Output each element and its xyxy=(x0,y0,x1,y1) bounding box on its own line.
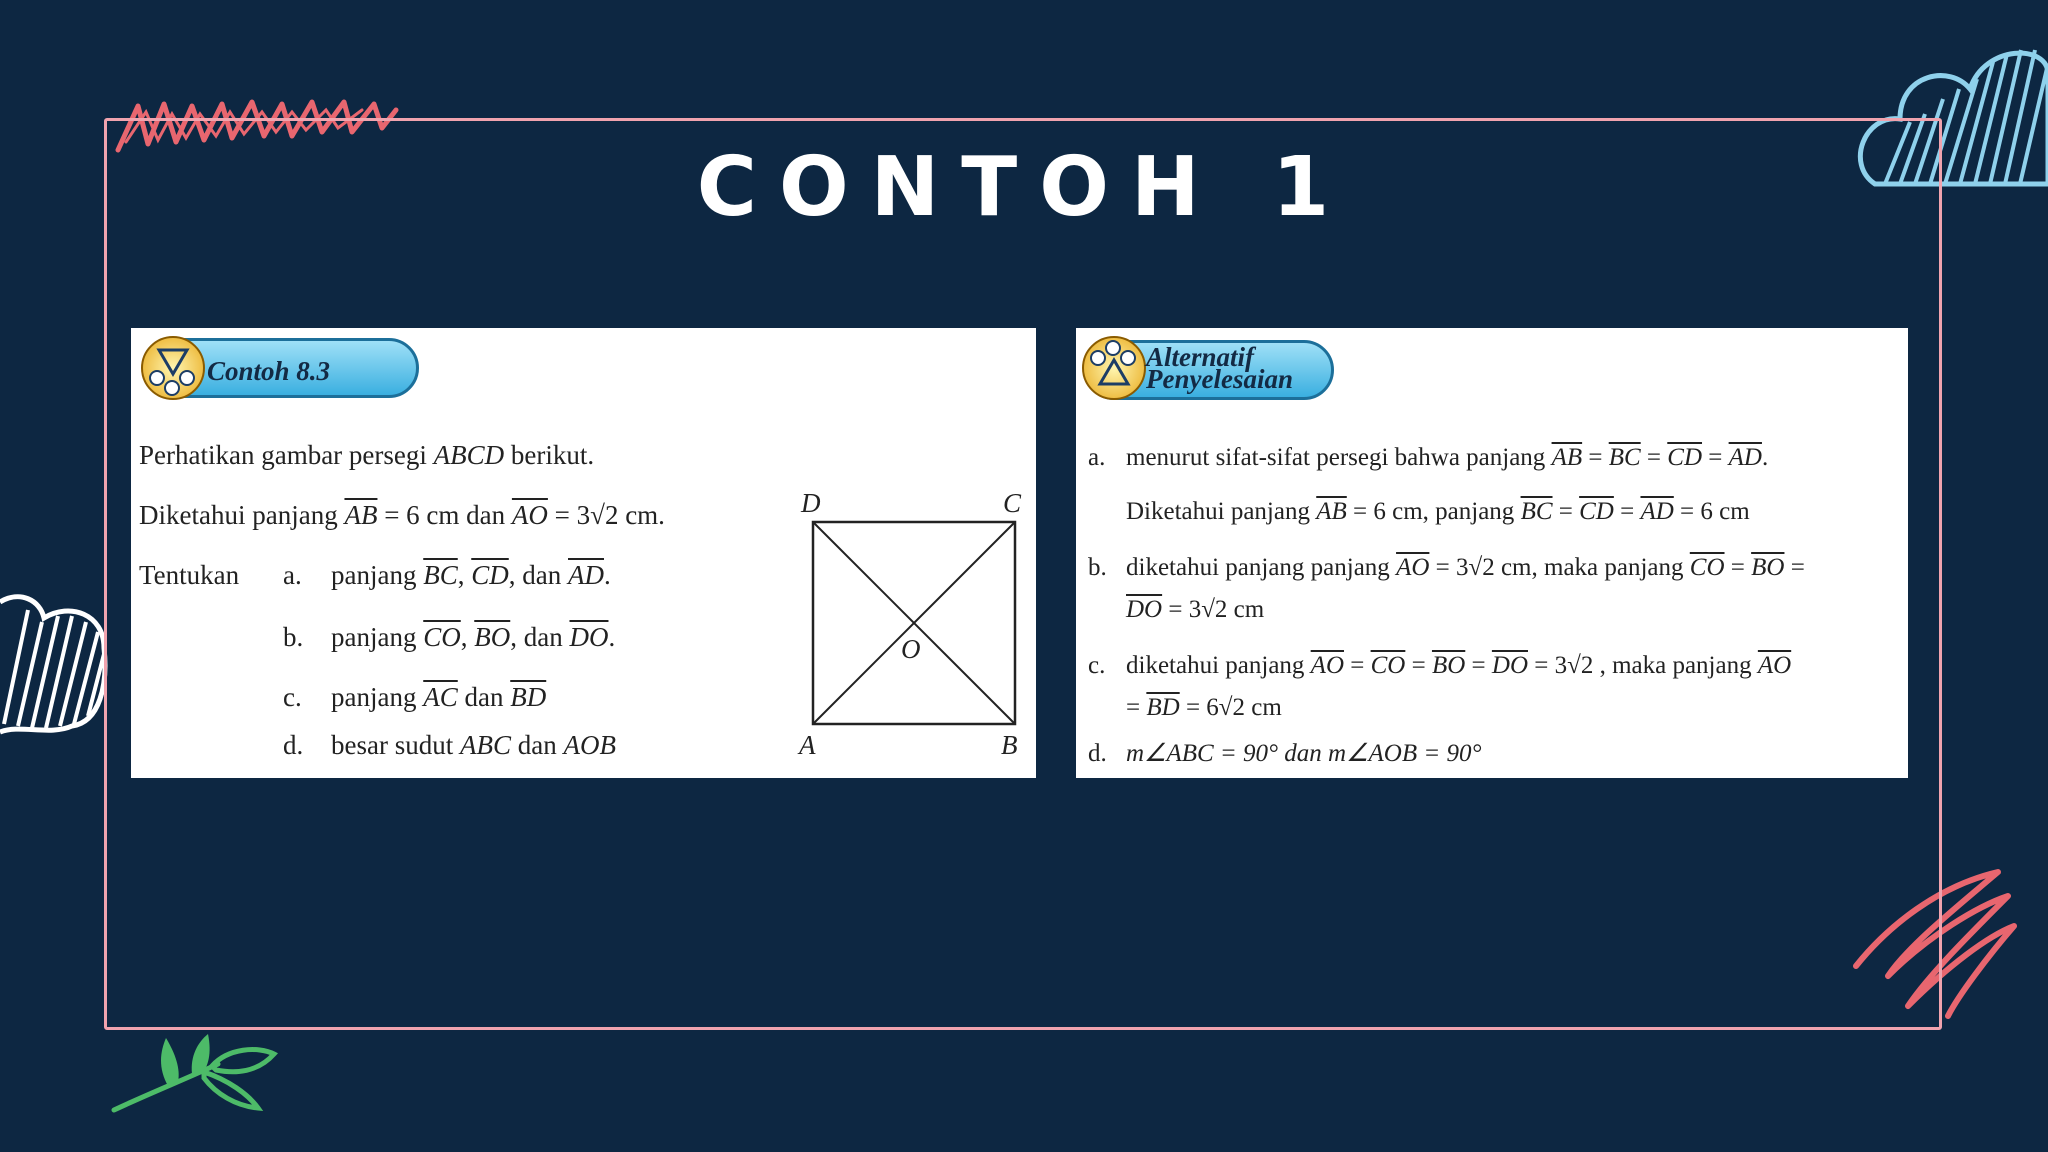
given-text: Diketahui panjang xyxy=(139,500,345,530)
sol-c-text: diketahui panjang xyxy=(1126,652,1311,679)
item-b-sep: , xyxy=(460,622,475,652)
intro-line xyxy=(139,440,594,471)
angle-abc: ABC xyxy=(459,730,511,760)
segment-ao: $\overline{AO}$ xyxy=(511,500,548,530)
segment-bc: $\overline{BC}$ xyxy=(423,560,458,590)
sol-d-text: m∠ABC = 90° dan m∠AOB = 90° xyxy=(1126,740,1482,767)
math-symbols-icon xyxy=(141,336,205,400)
item-b-sep2: , dan xyxy=(510,622,570,652)
solution-c xyxy=(1088,652,1791,680)
center-o-label: O xyxy=(901,634,921,664)
sol-c-bo: $\overline{BO}$ xyxy=(1431,652,1466,679)
sol-c-co: $\overline{CO}$ xyxy=(1370,652,1406,679)
sol-a-bc: $\overline{BC}$ xyxy=(1608,444,1641,471)
solution-a-text: menurut sifat-sifat persegi bahwa panjang xyxy=(1126,444,1552,471)
solution-a xyxy=(1088,444,1768,472)
sol-c-do: $\overline{DO}$ xyxy=(1491,652,1528,679)
problem-panel xyxy=(131,328,1036,778)
solution-c-label: c. xyxy=(1088,652,1106,679)
sol-a2-text: Diketahui panjang xyxy=(1126,498,1317,525)
period: . xyxy=(1761,444,1769,471)
eq: = xyxy=(1344,652,1371,679)
sol-c-ao: $\overline{AO}$ xyxy=(1310,652,1344,679)
sol-c2-bd: $\overline{BD}$ xyxy=(1146,694,1180,721)
eq: = xyxy=(1724,554,1752,581)
segment-cd: $\overline{CD}$ xyxy=(471,560,509,590)
sol-a2-ad: $\overline{AD}$ xyxy=(1640,498,1674,525)
segment-ac: $\overline{AC}$ xyxy=(423,682,458,712)
vertex-b-label: B xyxy=(1001,730,1018,760)
item-c-label: c. xyxy=(283,682,302,712)
solution-b-label: b. xyxy=(1088,554,1107,581)
intro-square-name: ABCD xyxy=(433,440,505,470)
item-b-end: . xyxy=(608,622,616,652)
segment-bd: $\overline{BD}$ xyxy=(510,682,547,712)
item-a xyxy=(283,560,611,591)
item-a-sep2: , dan xyxy=(508,560,568,590)
vertex-d-label: D xyxy=(801,488,821,518)
math-symbols-icon-2 xyxy=(1082,336,1146,400)
eq: = xyxy=(1552,498,1580,525)
item-a-end: . xyxy=(604,560,611,590)
given-line xyxy=(139,500,665,531)
segment-ab: $\overline{AB}$ xyxy=(344,500,378,530)
sol-c-ao2: $\overline{AO}$ xyxy=(1757,652,1792,679)
eq: = xyxy=(1465,652,1492,679)
sol-b-co: $\overline{CO}$ xyxy=(1689,554,1725,581)
eq: = xyxy=(1784,554,1805,581)
task-label: Tentukan xyxy=(139,560,240,590)
sol-b2-text: = 3√2 cm xyxy=(1162,596,1265,623)
sol-b-ao: $\overline{AO}$ xyxy=(1396,554,1430,581)
sol-a2-text2: = 6 cm, panjang xyxy=(1346,498,1521,525)
intro-text-end: berikut. xyxy=(504,440,595,470)
solution-badge-line1: Alternatif xyxy=(1146,342,1255,372)
sol-a2-bc: $\overline{BC}$ xyxy=(1520,498,1553,525)
contoh-badge-label: Contoh 8.3 xyxy=(207,356,331,386)
green-leaf-bottom-left xyxy=(108,1028,278,1116)
item-c xyxy=(283,682,546,713)
item-d-label: d. xyxy=(283,730,304,760)
item-c-text: panjang xyxy=(331,682,424,712)
sol-a2-end: = 6 cm xyxy=(1673,498,1750,525)
item-a-sep: , xyxy=(457,560,472,590)
slide-title: CONTOH 1 xyxy=(696,140,1352,235)
segment-do: $\overline{DO}$ xyxy=(569,622,609,652)
square-diagram xyxy=(791,488,1021,744)
sol-b2-do: $\overline{DO}$ xyxy=(1126,596,1163,623)
intro-text: Perhatikan gambar persegi xyxy=(139,440,434,470)
solution-badge-line2: Penyelesaian xyxy=(1146,364,1293,394)
solution-a-label: a. xyxy=(1088,444,1106,471)
segment-co: $\overline{CO}$ xyxy=(423,622,461,652)
item-b-label: b. xyxy=(283,622,304,652)
eq: = xyxy=(1582,444,1609,471)
item-a-text: panjang xyxy=(331,560,424,590)
sol-a2-ab: $\overline{AB}$ xyxy=(1316,498,1347,525)
segment-ad: $\overline{AD}$ xyxy=(568,560,604,590)
sol-a-ab: $\overline{AB}$ xyxy=(1551,444,1583,471)
sol-c2-text2: = 6√2 cm xyxy=(1179,694,1282,721)
solution-b-line2 xyxy=(1126,596,1264,624)
sol-b-text: diketahui panjang panjang xyxy=(1126,554,1397,581)
solution-c-line2 xyxy=(1126,694,1282,722)
vertex-a-label: A xyxy=(799,730,816,760)
solution-a-line2 xyxy=(1126,498,1750,526)
sol-c2-text: = xyxy=(1126,694,1147,721)
eq: = xyxy=(1640,444,1668,471)
item-d xyxy=(283,730,616,761)
segment-bo: $\overline{BO}$ xyxy=(474,622,511,652)
solution-panel xyxy=(1076,328,1908,778)
item-b xyxy=(283,622,615,653)
white-cloud-left xyxy=(0,594,108,736)
solution-d xyxy=(1088,738,1481,768)
sol-b-text2: = 3√2 cm, maka panjang xyxy=(1429,554,1690,581)
angle-aob: AOB xyxy=(563,730,616,760)
given-text-3: = 3√2 cm. xyxy=(547,500,665,530)
item-d-sep: dan xyxy=(510,730,564,760)
solution-b xyxy=(1088,554,1805,582)
sol-c-text2: = 3√2 , maka panjang xyxy=(1528,652,1758,679)
vertex-c-label: C xyxy=(1003,488,1022,518)
item-c-sep: dan xyxy=(457,682,511,712)
eq: = xyxy=(1702,444,1729,471)
sol-a-cd: $\overline{CD}$ xyxy=(1667,444,1703,471)
eq: = xyxy=(1405,652,1432,679)
sol-a2-cd: $\overline{CD}$ xyxy=(1579,498,1614,525)
eq: = xyxy=(1613,498,1641,525)
item-d-text: besar sudut xyxy=(331,730,460,760)
given-text-2: = 6 cm dan xyxy=(377,500,512,530)
sol-a-ad: $\overline{AD}$ xyxy=(1728,444,1762,471)
item-a-label: a. xyxy=(283,560,302,590)
item-b-text: panjang xyxy=(331,622,424,652)
solution-d-label: d. xyxy=(1088,740,1107,767)
sol-b-bo: $\overline{BO}$ xyxy=(1751,554,1785,581)
